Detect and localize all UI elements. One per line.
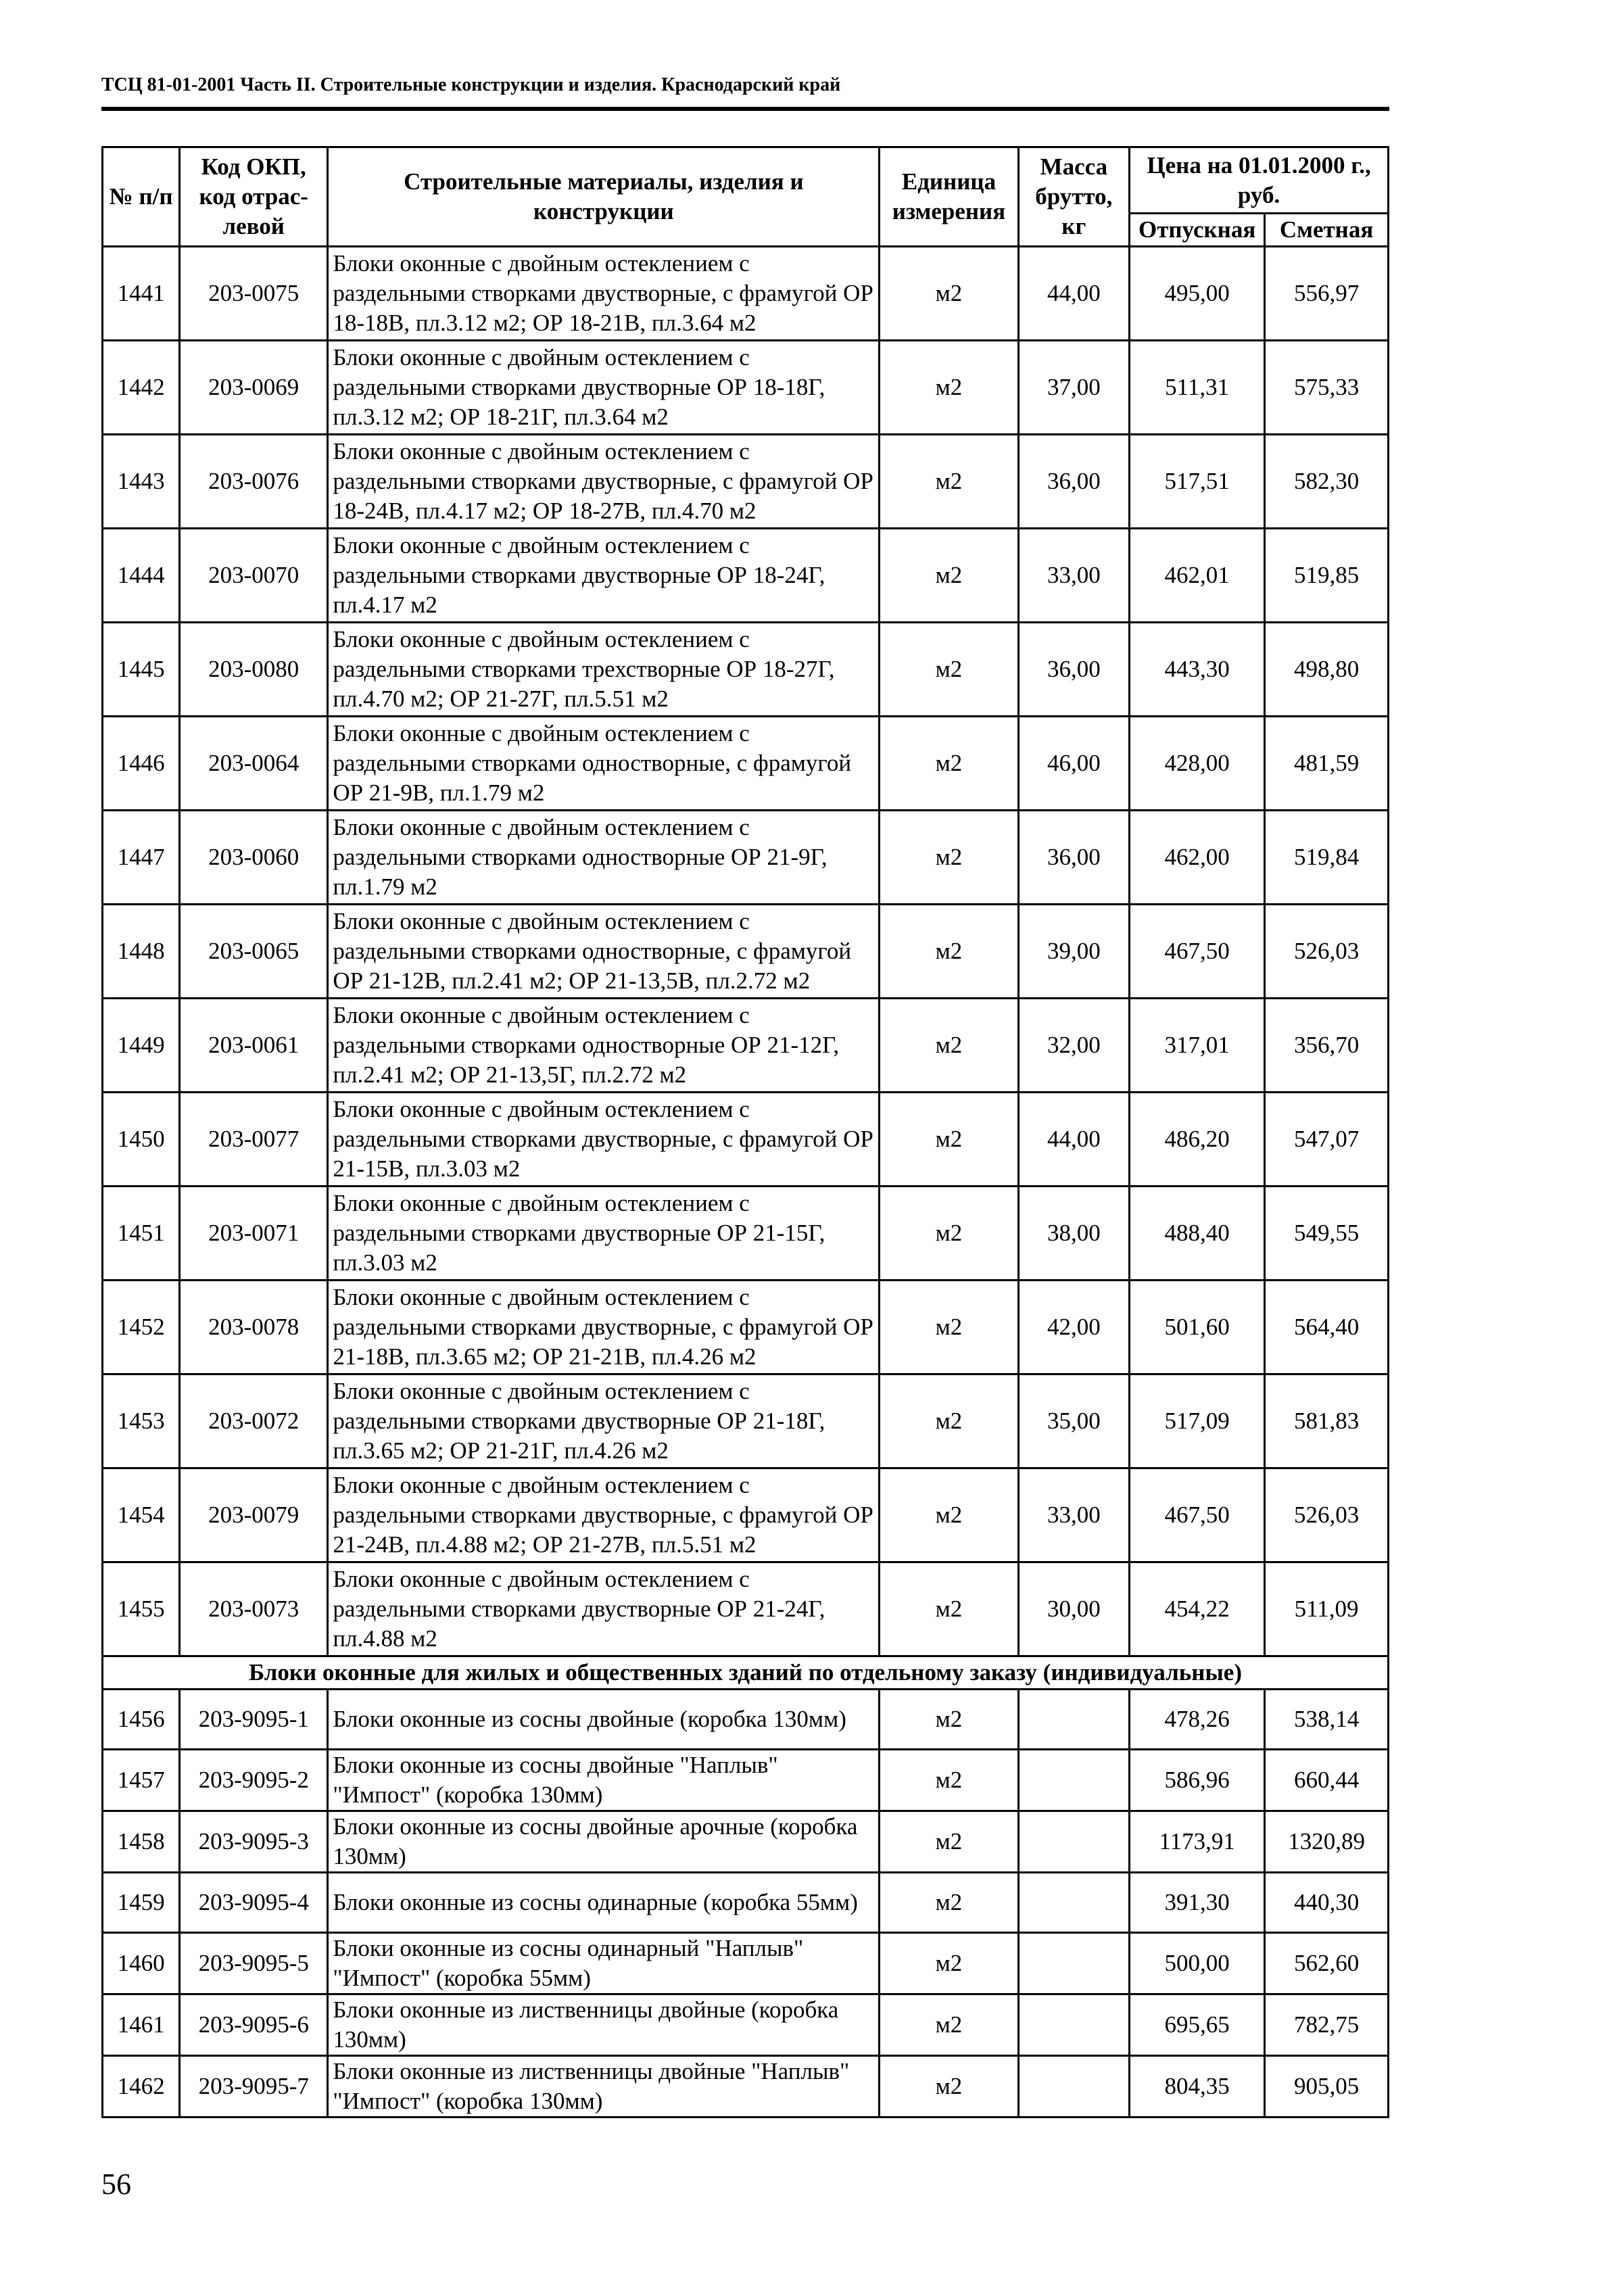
cell-num: 1456: [103, 1690, 180, 1750]
table-row: [103, 1933, 1389, 1994]
cell-unit: м2: [880, 811, 1018, 905]
section-title: Блоки оконные для жилых и общественных зданий по отдельному заказу (индивидуальные): [103, 1656, 1389, 1690]
cell-price-estimate: 581,83: [1265, 1374, 1389, 1468]
cell-code: 203-9095-7: [180, 2056, 328, 2118]
table-row: [103, 1690, 1389, 1750]
cell-unit: м2: [880, 1374, 1018, 1468]
cell-price-estimate: 575,33: [1265, 341, 1389, 435]
cell-name: Блоки оконные с двойным остеклением с раздельными створками трехстворные ОР 18-27Г, пл.4.70 м2; ОР 21-27Г, пл.5.51 м2: [328, 623, 880, 717]
cell-price-estimate: 511,09: [1265, 1562, 1389, 1656]
cell-num: 1460: [103, 1933, 180, 1994]
cell-price-estimate: 564,40: [1265, 1281, 1389, 1374]
cell-unit: м2: [880, 435, 1018, 529]
cell-num: 1462: [103, 2056, 180, 2118]
cell-unit: м2: [880, 1093, 1018, 1187]
cell-code: 203-0080: [180, 623, 328, 717]
cell-price-estimate: 519,84: [1265, 811, 1389, 905]
cell-code: 203-0065: [180, 905, 328, 999]
price-table: [101, 146, 1389, 2118]
cell-unit: м2: [880, 1562, 1018, 1656]
cell-num: 1446: [103, 717, 180, 811]
cell-name: Блоки оконные из сосны двойные арочные (коробка 130мм): [328, 1811, 880, 1873]
table-row: [103, 1374, 1389, 1468]
cell-mass: [1018, 1811, 1130, 1873]
cell-code: 203-0061: [180, 999, 328, 1093]
cell-unit: м2: [880, 1994, 1018, 2056]
col-header-unit: Единица измерения: [880, 147, 1018, 247]
cell-price-estimate: 440,30: [1265, 1873, 1389, 1933]
cell-mass: [1018, 1873, 1130, 1933]
cell-mass: 36,00: [1018, 623, 1130, 717]
cell-unit: м2: [880, 623, 1018, 717]
cell-price-release: 467,50: [1130, 905, 1265, 999]
cell-price-release: 478,26: [1130, 1690, 1265, 1750]
cell-unit: м2: [880, 1873, 1018, 1933]
cell-name: Блоки оконные с двойным остеклением с раздельными створками двустворные, с фрамугой ОР 18-24В, пл.4.17 м2; ОР 18-27В, пл.4.70 м2: [328, 435, 880, 529]
cell-num: 1453: [103, 1374, 180, 1468]
cell-num: 1452: [103, 1281, 180, 1374]
table-row: [103, 1873, 1389, 1933]
cell-mass: [1018, 1933, 1130, 1994]
cell-price-release: 517,09: [1130, 1374, 1265, 1468]
cell-price-estimate: 526,03: [1265, 905, 1389, 999]
cell-name: Блоки оконные из сосны двойные "Наплыв" "Импост" (коробка 130мм): [328, 1750, 880, 1811]
cell-unit: м2: [880, 717, 1018, 811]
table-row: [103, 905, 1389, 999]
cell-code: 203-9095-3: [180, 1811, 328, 1873]
cell-price-release: 443,30: [1130, 623, 1265, 717]
cell-name: Блоки оконные из сосны одинарные (коробка 55мм): [328, 1873, 880, 1933]
cell-price-estimate: 905,05: [1265, 2056, 1389, 2118]
cell-price-estimate: 538,14: [1265, 1690, 1389, 1750]
page-header: ТСЦ 81-01-2001 Часть II. Строительные конструкции и изделия. Краснодарский край: [101, 74, 841, 95]
cell-num: 1448: [103, 905, 180, 999]
cell-code: 203-0064: [180, 717, 328, 811]
cell-price-release: 495,00: [1130, 247, 1265, 341]
table-row: [103, 623, 1389, 717]
cell-mass: [1018, 1750, 1130, 1811]
cell-name: Блоки оконные с двойным остеклением с раздельными створками двустворные, с фрамугой ОР 21-15В, пл.3.03 м2: [328, 1093, 880, 1187]
table-row: [103, 1811, 1389, 1873]
cell-mass: [1018, 1994, 1130, 2056]
cell-code: 203-0060: [180, 811, 328, 905]
cell-mass: 33,00: [1018, 1468, 1130, 1562]
page-number: 56: [101, 2168, 131, 2201]
cell-unit: м2: [880, 905, 1018, 999]
cell-mass: 38,00: [1018, 1187, 1130, 1281]
table-body: [103, 247, 1389, 2118]
cell-mass: 33,00: [1018, 529, 1130, 623]
cell-name: Блоки оконные с двойным остеклением с раздельными створками одностворные, с фрамугой ОР 21-12В, пл.2.41 м2; ОР 21-13,5В, пл.2.72 м2: [328, 905, 880, 999]
cell-unit: м2: [880, 1750, 1018, 1811]
cell-unit: м2: [880, 999, 1018, 1093]
cell-num: 1454: [103, 1468, 180, 1562]
cell-code: 203-9095-5: [180, 1933, 328, 1994]
cell-num: 1459: [103, 1873, 180, 1933]
cell-price-estimate: 562,60: [1265, 1933, 1389, 1994]
table-row: [103, 529, 1389, 623]
cell-price-release: 462,00: [1130, 811, 1265, 905]
cell-price-estimate: 556,97: [1265, 247, 1389, 341]
cell-name: Блоки оконные с двойным остеклением с раздельными створками двустворные ОР 21-18Г, пл.3.65 м2; ОР 21-21Г, пл.4.26 м2: [328, 1374, 880, 1468]
cell-price-estimate: 481,59: [1265, 717, 1389, 811]
cell-num: 1443: [103, 435, 180, 529]
cell-unit: м2: [880, 1187, 1018, 1281]
cell-price-release: 1173,91: [1130, 1811, 1265, 1873]
cell-name: Блоки оконные с двойным остеклением с раздельными створками одностворные ОР 21-9Г, пл.1.79 м2: [328, 811, 880, 905]
table-row: [103, 1093, 1389, 1187]
col-header-price-release: Отпускная: [1130, 214, 1265, 247]
table-row: [103, 999, 1389, 1093]
cell-num: 1442: [103, 341, 180, 435]
col-header-price-group: Цена на 01.01.2000 г., руб.: [1130, 147, 1389, 214]
cell-price-release: 586,96: [1130, 1750, 1265, 1811]
cell-unit: м2: [880, 1468, 1018, 1562]
table-row: [103, 1187, 1389, 1281]
cell-name: Блоки оконные с двойным остеклением с раздельными створками двустворные ОР 18-24Г, пл.4.17 м2: [328, 529, 880, 623]
col-header-code: Код ОКП, код отрас-левой: [180, 147, 328, 247]
header-row-1: [103, 147, 1389, 214]
col-header-mass: Масса брутто, кг: [1018, 147, 1130, 247]
cell-price-release: 486,20: [1130, 1093, 1265, 1187]
cell-price-estimate: 660,44: [1265, 1750, 1389, 1811]
cell-name: Блоки оконные с двойным остеклением с раздельными створками двустворные, с фрамугой ОР 18-18В, пл.3.12 м2; ОР 18-21В, пл.3.64 м2: [328, 247, 880, 341]
table-row: [103, 341, 1389, 435]
table-row: [103, 1281, 1389, 1374]
cell-name: Блоки оконные с двойным остеклением с раздельными створками двустворные ОР 21-24Г, пл.4.88 м2: [328, 1562, 880, 1656]
cell-code: 203-0079: [180, 1468, 328, 1562]
cell-name: Блоки оконные из лиственницы двойные (коробка 130мм): [328, 1994, 880, 2056]
cell-price-release: 428,00: [1130, 717, 1265, 811]
cell-code: 203-9095-6: [180, 1994, 328, 2056]
cell-price-estimate: 526,03: [1265, 1468, 1389, 1562]
table-row: [103, 811, 1389, 905]
cell-name: Блоки оконные с двойным остеклением с раздельными створками двустворные ОР 18-18Г, пл.3.12 м2; ОР 18-21Г, пл.3.64 м2: [328, 341, 880, 435]
cell-price-estimate: 582,30: [1265, 435, 1389, 529]
cell-mass: 36,00: [1018, 811, 1130, 905]
cell-name: Блоки оконные с двойным остеклением с раздельными створками двустворные, с фрамугой ОР 21-24В, пл.4.88 м2; ОР 21-27В, пл.5.51 м2: [328, 1468, 880, 1562]
cell-unit: м2: [880, 341, 1018, 435]
cell-name: Блоки оконные с двойным остеклением с раздельными створками двустворные ОР 21-15Г, пл.3.03 м2: [328, 1187, 880, 1281]
cell-unit: м2: [880, 1690, 1018, 1750]
cell-num: 1441: [103, 247, 180, 341]
table-row: [103, 435, 1389, 529]
table-row: [103, 247, 1389, 341]
cell-mass: 37,00: [1018, 341, 1130, 435]
cell-price-estimate: 782,75: [1265, 1994, 1389, 2056]
cell-price-release: 511,31: [1130, 341, 1265, 435]
cell-num: 1444: [103, 529, 180, 623]
cell-num: 1458: [103, 1811, 180, 1873]
cell-price-release: 501,60: [1130, 1281, 1265, 1374]
cell-num: 1449: [103, 999, 180, 1093]
cell-price-release: 454,22: [1130, 1562, 1265, 1656]
cell-code: 203-9095-2: [180, 1750, 328, 1811]
cell-price-estimate: 547,07: [1265, 1093, 1389, 1187]
col-header-name: Строительные материалы, изделия и конструкции: [328, 147, 880, 247]
cell-mass: 35,00: [1018, 1374, 1130, 1468]
cell-unit: м2: [880, 2056, 1018, 2118]
cell-mass: 36,00: [1018, 435, 1130, 529]
cell-unit: м2: [880, 1281, 1018, 1374]
cell-unit: м2: [880, 1933, 1018, 1994]
cell-code: 203-0071: [180, 1187, 328, 1281]
header-rule: [101, 107, 1389, 111]
cell-num: 1445: [103, 623, 180, 717]
cell-code: 203-9095-1: [180, 1690, 328, 1750]
cell-num: 1450: [103, 1093, 180, 1187]
cell-name: Блоки оконные из сосны двойные (коробка 130мм): [328, 1690, 880, 1750]
cell-name: Блоки оконные с двойным остеклением с раздельными створками двустворные, с фрамугой ОР 21-18В, пл.3.65 м2; ОР 21-21В, пл.4.26 м2: [328, 1281, 880, 1374]
cell-num: 1457: [103, 1750, 180, 1811]
cell-unit: м2: [880, 529, 1018, 623]
cell-price-estimate: 519,85: [1265, 529, 1389, 623]
table-row: [103, 1750, 1389, 1811]
cell-mass: 32,00: [1018, 999, 1130, 1093]
cell-price-release: 391,30: [1130, 1873, 1265, 1933]
cell-price-release: 695,65: [1130, 1994, 1265, 2056]
cell-price-release: 500,00: [1130, 1933, 1265, 1994]
cell-code: 203-0078: [180, 1281, 328, 1374]
cell-price-estimate: 498,80: [1265, 623, 1389, 717]
table-row: [103, 717, 1389, 811]
table-row: [103, 2056, 1389, 2118]
col-header-num: № п/п: [103, 147, 180, 247]
cell-price-estimate: 549,55: [1265, 1187, 1389, 1281]
cell-mass: 39,00: [1018, 905, 1130, 999]
cell-num: 1455: [103, 1562, 180, 1656]
cell-price-release: 317,01: [1130, 999, 1265, 1093]
cell-num: 1451: [103, 1187, 180, 1281]
table-row: [103, 1994, 1389, 2056]
cell-price-release: 488,40: [1130, 1187, 1265, 1281]
cell-unit: м2: [880, 247, 1018, 341]
cell-num: 1461: [103, 1994, 180, 2056]
cell-code: 203-0076: [180, 435, 328, 529]
table-row: [103, 1468, 1389, 1562]
cell-code: 203-0070: [180, 529, 328, 623]
cell-name: Блоки оконные с двойным остеклением с раздельными створками одностворные ОР 21-12Г, пл.2.41 м2; ОР 21-13,5Г, пл.2.72 м2: [328, 999, 880, 1093]
cell-price-release: 517,51: [1130, 435, 1265, 529]
cell-price-release: 467,50: [1130, 1468, 1265, 1562]
cell-num: 1447: [103, 811, 180, 905]
cell-mass: 30,00: [1018, 1562, 1130, 1656]
cell-mass: 44,00: [1018, 1093, 1130, 1187]
cell-mass: [1018, 1690, 1130, 1750]
cell-code: 203-0075: [180, 247, 328, 341]
cell-price-estimate: 356,70: [1265, 999, 1389, 1093]
table-row: [103, 1562, 1389, 1656]
cell-mass: [1018, 2056, 1130, 2118]
cell-code: 203-0069: [180, 341, 328, 435]
cell-code: 203-0073: [180, 1562, 328, 1656]
cell-price-estimate: 1320,89: [1265, 1811, 1389, 1873]
cell-code: 203-0072: [180, 1374, 328, 1468]
cell-mass: 42,00: [1018, 1281, 1130, 1374]
cell-mass: 46,00: [1018, 717, 1130, 811]
cell-mass: 44,00: [1018, 247, 1130, 341]
section-row: [103, 1656, 1389, 1690]
cell-name: Блоки оконные с двойным остеклением с раздельными створками одностворные, с фрамугой ОР 21-9В, пл.1.79 м2: [328, 717, 880, 811]
cell-price-release: 462,01: [1130, 529, 1265, 623]
cell-name: Блоки оконные из лиственницы двойные "Наплыв" "Импост" (коробка 130мм): [328, 2056, 880, 2118]
cell-code: 203-0077: [180, 1093, 328, 1187]
cell-price-release: 804,35: [1130, 2056, 1265, 2118]
cell-unit: м2: [880, 1811, 1018, 1873]
col-header-price-estimate: Сметная: [1265, 214, 1389, 247]
cell-name: Блоки оконные из сосны одинарный "Наплыв" "Импост" (коробка 55мм): [328, 1933, 880, 1994]
cell-code: 203-9095-4: [180, 1873, 328, 1933]
